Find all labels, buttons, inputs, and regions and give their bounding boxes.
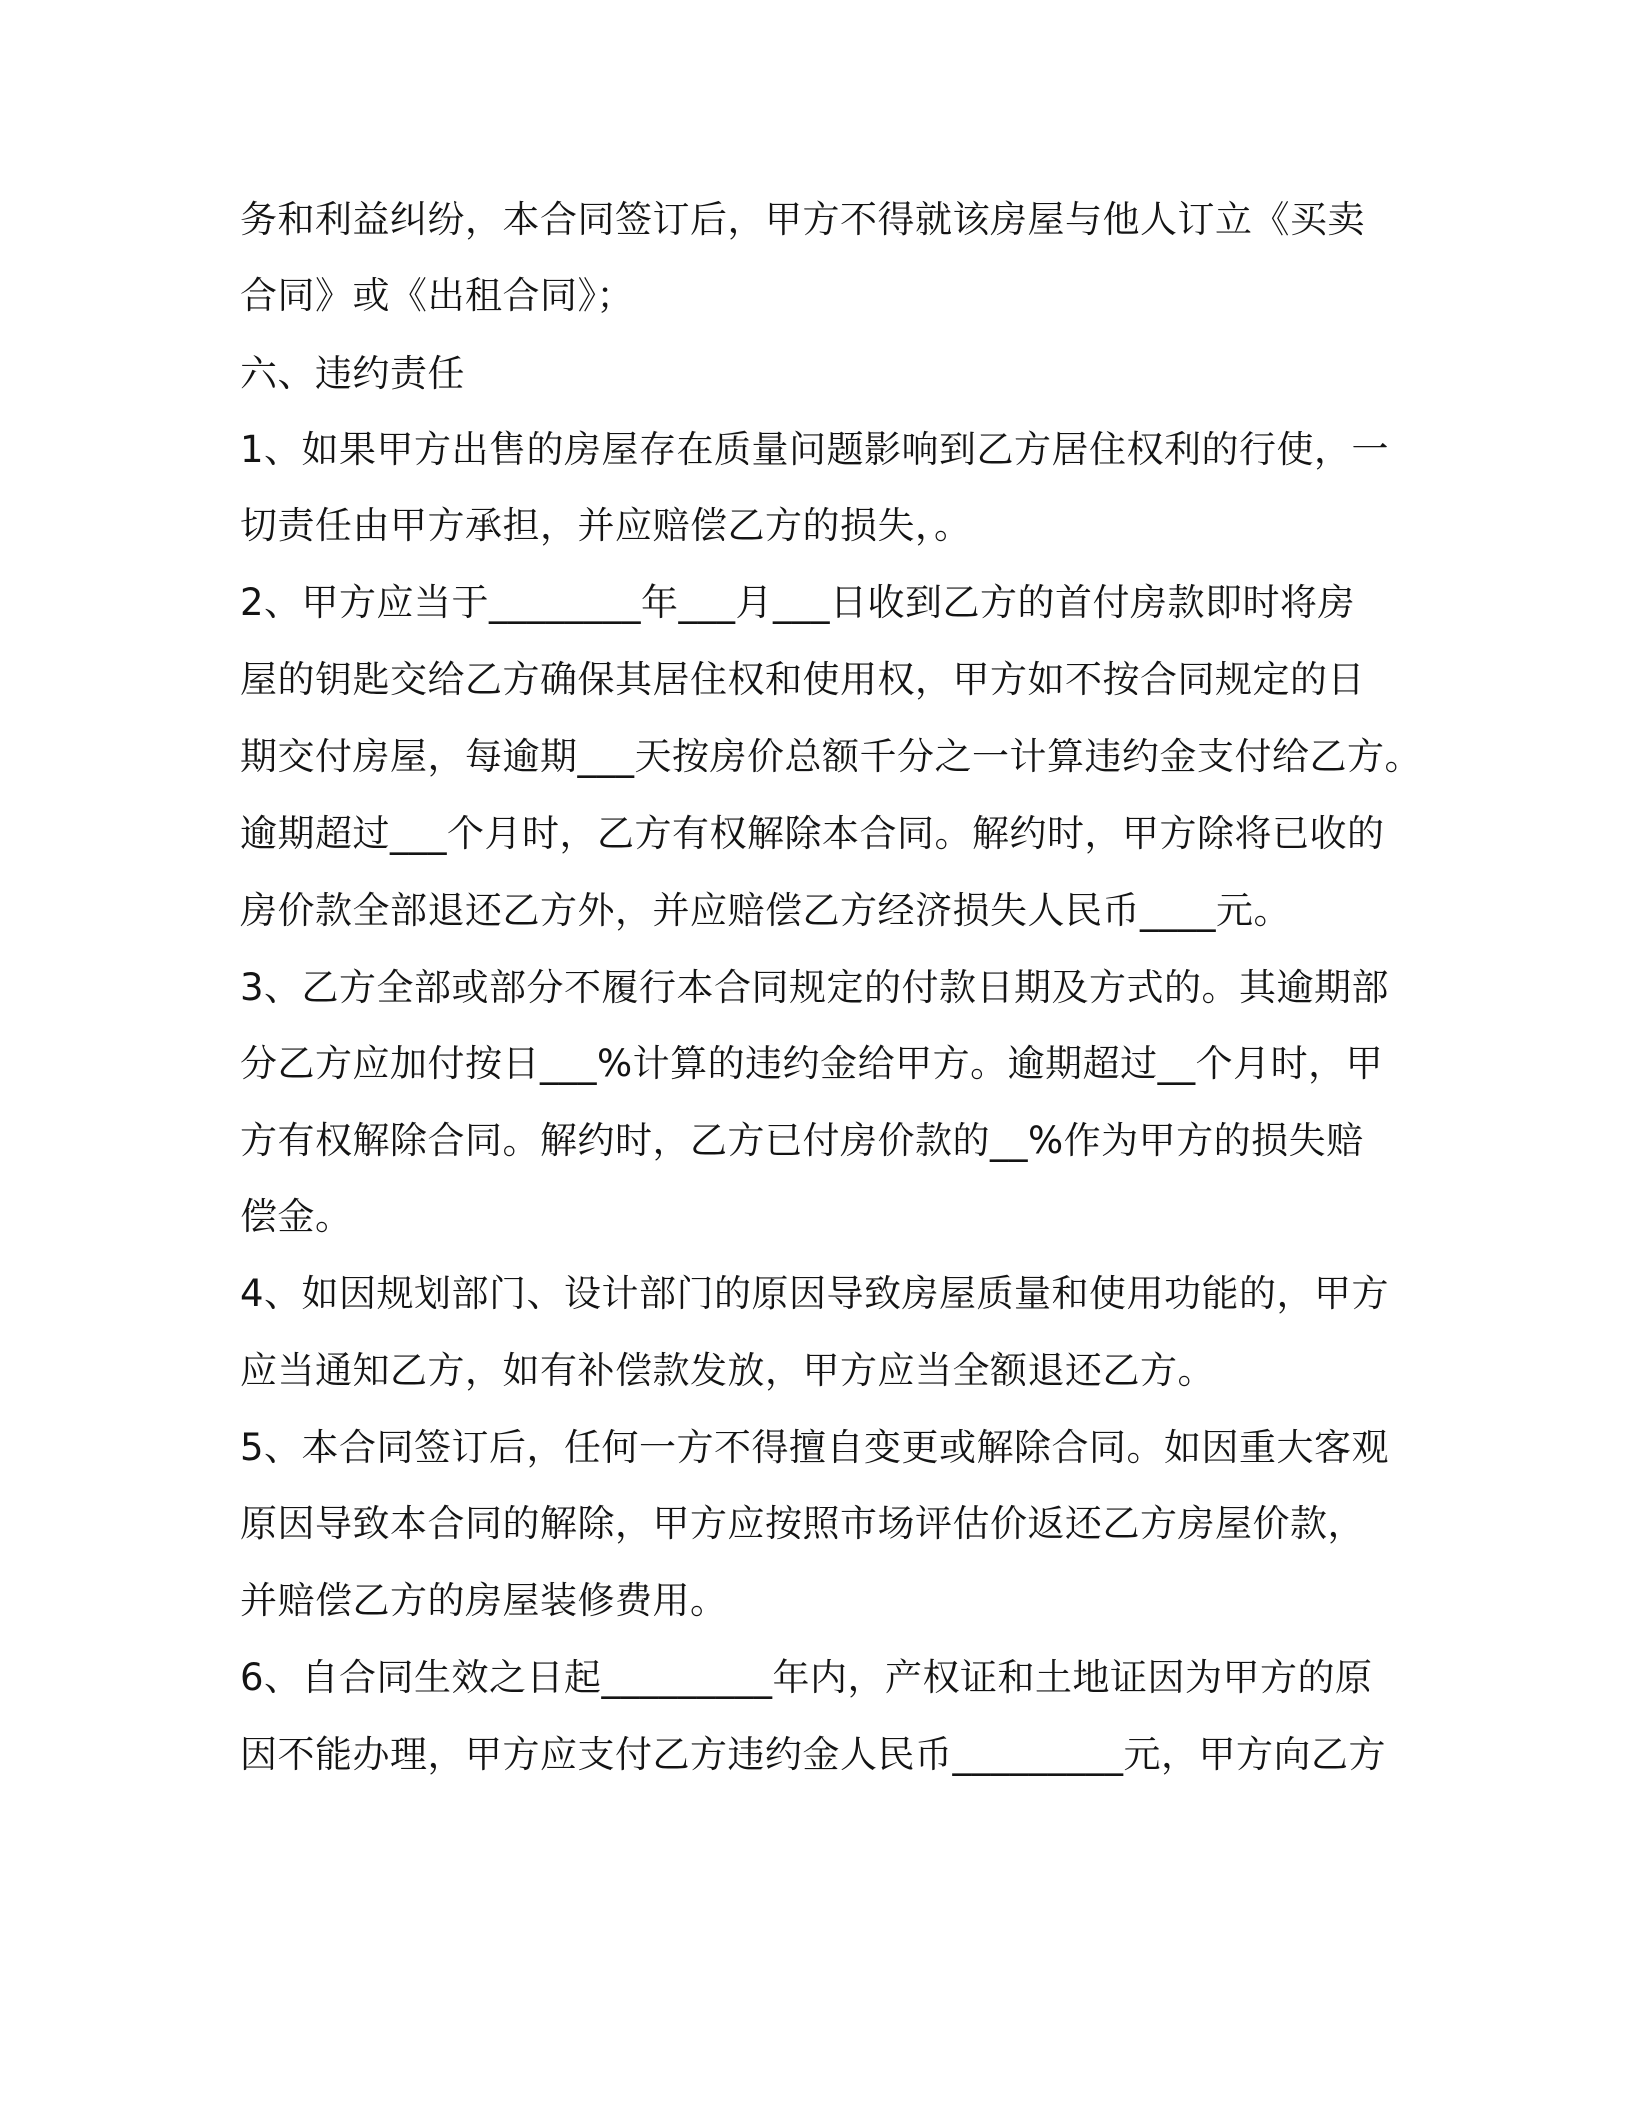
section-heading: 六、违约责任 bbox=[240, 352, 465, 395]
text-line: 分乙方应加付按日___%计算的违约金给甲方。逾期超过__个月时，甲 bbox=[240, 1042, 1384, 1085]
text-line: 2、甲方应当于________年___月___日收到乙方的首付房款即时将房 bbox=[240, 581, 1356, 624]
text-line: 1、如果甲方出售的房屋存在质量问题影响到乙方居住权利的行使，一 bbox=[240, 428, 1390, 471]
text-line: 切责任由甲方承担，并应赔偿乙方的损失，。 bbox=[240, 504, 972, 547]
text-line: 因不能办理，甲方应支付乙方违约金人民币_________元，甲方向乙方 bbox=[240, 1733, 1386, 1776]
text-line: 原因导致本合同的解除，甲方应按照市场评估价返还乙方房屋价款， bbox=[240, 1502, 1365, 1545]
text-line: 6、自合同生效之日起_________年内，产权证和土地证因为甲方的原 bbox=[240, 1656, 1373, 1699]
text-line: 5、本合同签订后，任何一方不得擅自变更或解除合同。如因重大客观 bbox=[240, 1426, 1390, 1469]
text-line: 方有权解除合同。解约时，乙方已付房价款的__%作为甲方的损失赔 bbox=[240, 1119, 1364, 1162]
text-line: 逾期超过___个月时，乙方有权解除本合同。解约时，甲方除将已收的 bbox=[240, 812, 1385, 855]
text-line: 房价款全部退还乙方外，并应赔偿乙方经济损失人民币____元。 bbox=[240, 889, 1291, 932]
text-line: 应当通知乙方，如有补偿款发放，甲方应当全额退还乙方。 bbox=[240, 1349, 1215, 1392]
text-line: 务和利益纠纷，本合同签订后，甲方不得就该房屋与他人订立《买卖 bbox=[240, 198, 1365, 241]
text-line: 期交付房屋，每逾期___天按房价总额千分之一计算违约金支付给乙方。 bbox=[240, 735, 1422, 778]
text-line: 屋的钥匙交给乙方确保其居住权和使用权，甲方如不按合同规定的日 bbox=[240, 658, 1365, 701]
text-line: 并赔偿乙方的房屋装修费用。 bbox=[240, 1579, 728, 1622]
text-line: 偿金。 bbox=[240, 1195, 353, 1238]
text-line: 合同》或《出租合同》； bbox=[240, 274, 634, 317]
text-line: 3、乙方全部或部分不履行本合同规定的付款日期及方式的。其逾期部 bbox=[240, 966, 1390, 1009]
text-line: 4、如因规划部门、设计部门的原因导致房屋质量和使用功能的，甲方 bbox=[240, 1272, 1390, 1315]
